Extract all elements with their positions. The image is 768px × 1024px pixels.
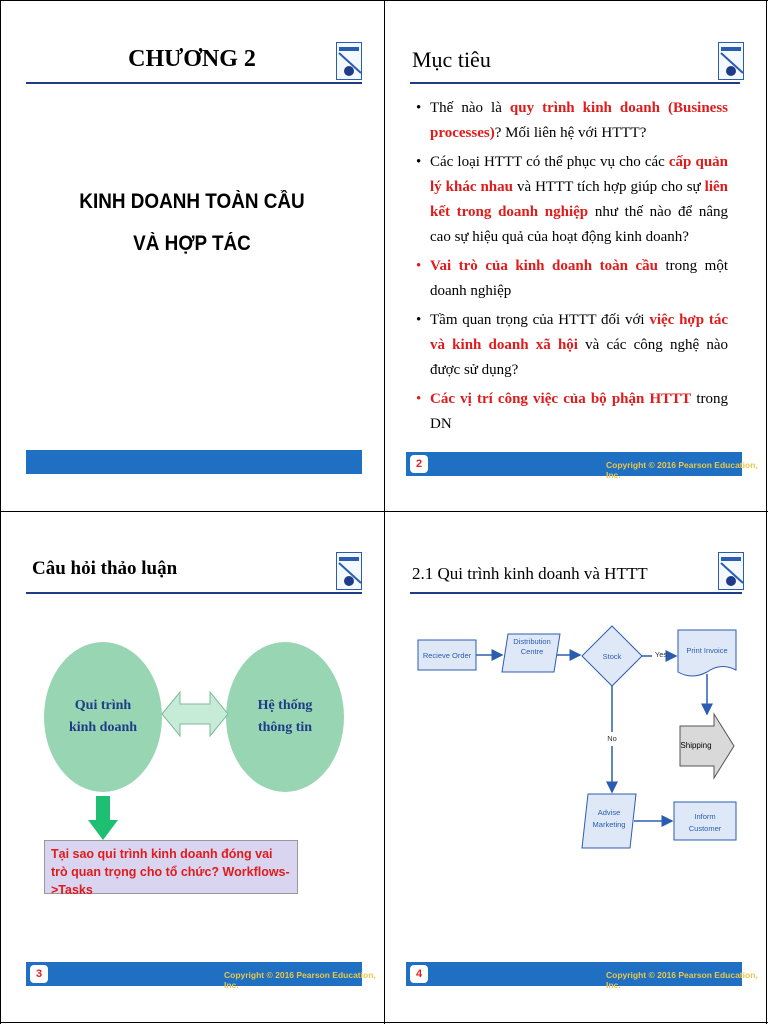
slide-3-rule: [26, 592, 362, 594]
flow-no-label: No: [607, 734, 617, 743]
objective-item-1: • Thế nào là quy trình kinh doanh (Business processes)? Mối liên hệ với HTTT?: [414, 96, 728, 146]
slide-1-title: CHƯƠNG 2: [128, 46, 256, 72]
slide-3: [0, 512, 384, 1024]
slide-4: [384, 512, 768, 1024]
slide-1-heading-line-1: KINH DOANH TOÀN CẦU: [79, 190, 305, 213]
flow-advise-marketing-label: Advise Marketing: [592, 808, 626, 829]
business-process-circle: Qui trình kinh doanh: [44, 642, 162, 792]
objective-item-5: • Các vị trí công việc của bộ phận HTTT trong DN: [414, 387, 728, 437]
slide-1-rule: [26, 82, 362, 84]
slide-3-title: Câu hỏi thảo luận: [32, 558, 178, 579]
slide-2-rule: [410, 82, 740, 84]
flowchart: [384, 512, 768, 1024]
flow-print-invoice-label: Print Invoice: [686, 646, 728, 655]
flow-recieve-order-label: Recieve Order: [422, 651, 472, 660]
discussion-question-box: Tại sao qui trình kinh doanh đóng vai trò quan trọng cho tổ chức? Workflows->Tasks: [44, 840, 298, 894]
slide-2-page-number: 2: [410, 455, 428, 473]
objective-item-2: • Các loại HTTT có thể phục vụ cho các cấp quản lý khác nhau và HTTT tích hợp giúp cho sự liên kết trong doanh nghiệp như thế nào để nâng cao sự hiệu quả của hoạt động kinh doanh?: [414, 150, 728, 250]
objective-item-3: • Vai trò của kinh doanh toàn cầu trong một doanh nghiệp: [414, 254, 728, 304]
flow-shipping-label: Shipping: [680, 741, 712, 750]
slide-4-title: 2.1 Qui trình kinh doanh và HTTT: [412, 564, 648, 583]
slide-2: [384, 0, 768, 512]
flow-stock-label: Stock: [602, 652, 622, 661]
slide-2-title: Mục tiêu: [412, 47, 491, 72]
slide-3-page-number: 3: [30, 965, 48, 983]
pearson-logo-icon: [336, 552, 362, 590]
slide-2-copyright: Copyright © 2016 Pearson Education, Inc.: [606, 460, 758, 480]
double-arrow-icon: [160, 684, 230, 744]
slide-4-page-number: 4: [410, 965, 428, 983]
pearson-logo-icon: [718, 42, 744, 80]
slide-1: [0, 0, 384, 512]
down-arrow-icon: [88, 796, 118, 840]
slide-4-copyright: Copyright © 2016 Pearson Education, Inc.: [606, 970, 758, 990]
flow-inform-customer-label: Inform Customer: [688, 812, 722, 833]
information-system-circle: Hệ thống thông tin: [226, 642, 344, 792]
objectives-list: [414, 96, 728, 441]
slide-3-copyright: Copyright © 2016 Pearson Education, Inc.: [224, 970, 376, 990]
flow-distribution-label: Distribution Centre: [513, 637, 551, 656]
pearson-logo-icon: [336, 42, 362, 80]
slide-1-footer: [26, 450, 362, 474]
objective-item-4: • Tầm quan trọng của HTTT đối với việc hợp tác và kinh doanh xã hội và các công nghệ nào được sử dụng?: [414, 308, 728, 383]
flow-yes-label: Yes: [654, 650, 668, 659]
slide-1-heading-line-2: VÀ HỢP TÁC: [133, 232, 251, 255]
